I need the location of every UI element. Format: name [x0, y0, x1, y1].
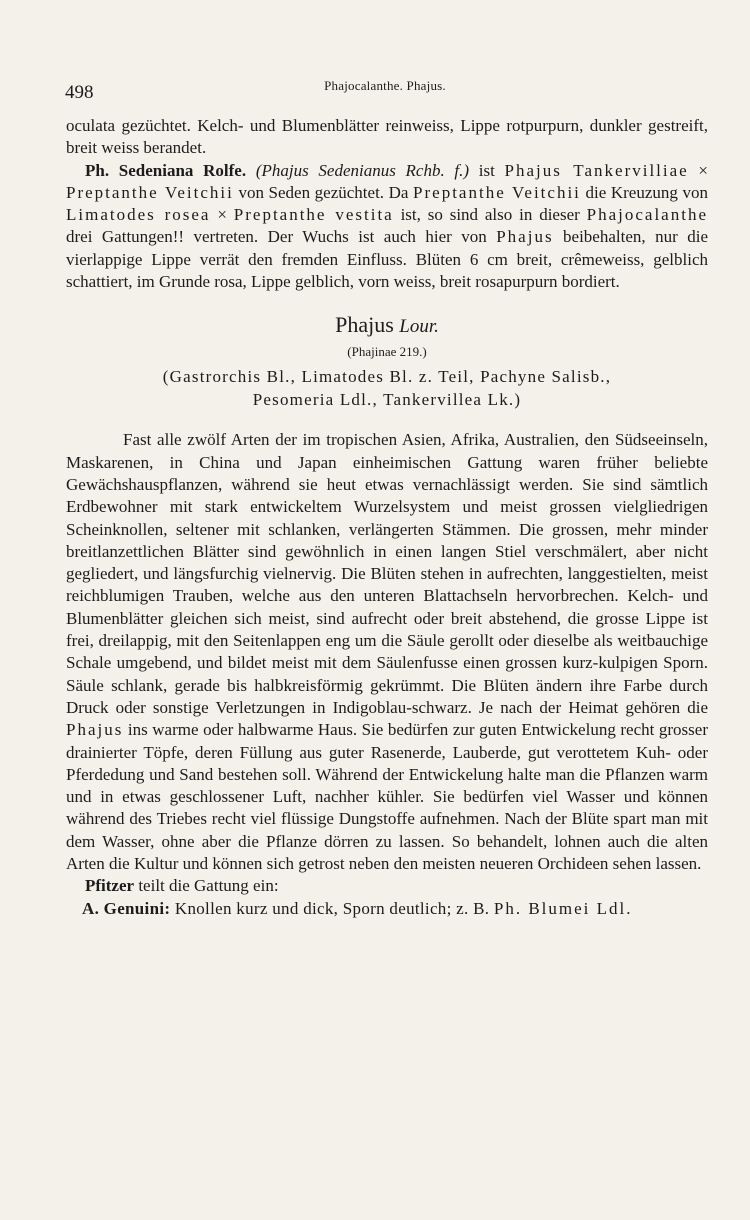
synonyms-line: Pesomeria Ldl., Tankervillea Lk.) [252, 390, 522, 410]
limatodes-rosea: Limatodes rosea [66, 205, 211, 225]
text-segment: ins warme oder halbwarme Haus. Sie bedürfen zur guten Entwickelung recht grosser drainierter Töpfe, deren Füllung aus guter Rasenerde, Lauberde, gut verottetem Kuh- oder Pferdedung und Sand bestehen soll. Während der Entwickelung halte man die Pflanzen warm und in etwas geschlossener Luft, nachher kühler. Sie bedürfen viel Wasser und können während des Triebes recht viel flüssige Dungstoffe aufnehmen. Nach der Blüte spart man mit dem Wasser, ohne aber die Pflanze dörren zu lassen. So behandelt, lohnen auch die alten Arten die Kultur und können sich getrost neben den meisten neueren Orchideen sehen lassen. [66, 720, 708, 874]
text-segment: Fast alle zwölf Arten der im tropischen Asien, Afrika, Australien, den Südseeinseln, Maskarenen, in China und Japan einheimischen Gattung waren früher beliebte Gewächshauspflanzen, während sie heut etwas vernachlässigt werden. Sie sind sämtlich Erdbewohner mit stark entwickeltem Wurzelsystem und meist grossen vielgliedrigen Scheinknollen, seltener mit schlanken, verlängerten Stämmen. Die grossen, mehr minder breitlanzettlichen Blätter sind gewöhnlich in einen langen Stiel verschmälert, aber nicht gegliedert, und längsfurchig vielnervig. Die Blüten stehen in aufrechten, langgestielten, meist reichblumigen Trauben, welche aus den unteren Blattachseln hervorbrechen. Kelch- und Blumenblätter gleichen sich meist, sind aufrecht oder breit abstehend, die grosse Lippe ist frei, dreilappig, mit den Seitenlappen eng um die Säule gerollt oder dieselbe als weitbauchige Schale umgebend, und bildet meist mit dem Säulenfusse einen grossen kurz-kulpigen Sporn. Säule schlank, gerade bis halbkreisförmig gekrümmt. Die Blüten ändern ihre Farbe durch Druck oder sonstige Verletzungen in Indigoblau-schwarz. Je nach der Heimat gehören die [66, 430, 708, 717]
synonyms-line: (Gastrorchis Bl., Limatodes Bl. z. Teil, Pachyne Salisb., [162, 367, 612, 387]
text-segment: die Kreuzung von [580, 182, 708, 202]
text-segment: drei Gattungen!! vertreten. Der Wuchs ist auch hier von [66, 227, 497, 247]
paragraph-genus-description [66, 429, 708, 875]
parent-phajus-tankervilliae: Phajus Tankervilliae [504, 160, 689, 180]
text-segment: ist [469, 160, 505, 180]
text-segment: teilt die Gattung ein: [134, 876, 279, 896]
preptanthe-vestita: Preptanthe vestita [233, 205, 394, 225]
genus-heading [66, 311, 708, 341]
text-segment: ist, so sind also in dieser [393, 205, 587, 225]
running-head: Phajocalanthe. Phajus. [324, 78, 446, 93]
species-name: Ph. Sedeniana Rolfe. [85, 160, 247, 180]
author-pfitzer: Pfitzer [85, 876, 135, 896]
page-body [66, 115, 708, 920]
genus-author: Lour. [399, 316, 439, 338]
genus-synonyms [66, 365, 708, 411]
genus-name: Phajus [335, 312, 394, 338]
text-segment: Knollen kurz und dick, Sporn deutlich; z. B. [170, 898, 494, 918]
cross-symbol: × [688, 160, 709, 180]
paragraph-sedeniana [66, 160, 708, 294]
parent-preptanthe-veitchii: Preptanthe Veitchii [66, 182, 234, 202]
page-header [65, 78, 705, 102]
example-species: Ph. Blumei Ldl. [493, 898, 633, 918]
phajus-ref: Phajus [66, 720, 124, 740]
subtribe-reference: (Phajinae 219.) [347, 344, 427, 360]
phajocalanthe-ref: Phajocalanthe [586, 205, 708, 225]
species-synonym: (Phajus Sedenianus Rchb. f.) [255, 160, 470, 180]
phajus-ref: Phajus [496, 227, 554, 247]
section-label: A. Genuini: [82, 898, 171, 918]
paragraph-pfitzer-division [66, 875, 708, 897]
preptanthe-veitchii-ref: Preptanthe Veitchii [413, 182, 581, 202]
text-segment: beibehalten, nur die vierlappige Lippe verrät den fremden Einfluss. Blüten 6 cm breit, crêmeweiss, gelblich schattiert, im Grunde rosa, Lippe gelblich, vorn weiss, breit rosapurpurn bordiert. [66, 227, 708, 292]
division-item-a [66, 898, 708, 920]
text-segment: von Seden gezüchtet. Da [233, 182, 414, 202]
paragraph-oculata: oculata gezüchtet. Kelch- und Blumenblätter reinweiss, Lippe rotpurpurn, dunkler gestreift, breit weiss berandet. [66, 116, 708, 158]
page-number: 498 [65, 82, 94, 103]
cross-symbol: × [210, 205, 234, 225]
